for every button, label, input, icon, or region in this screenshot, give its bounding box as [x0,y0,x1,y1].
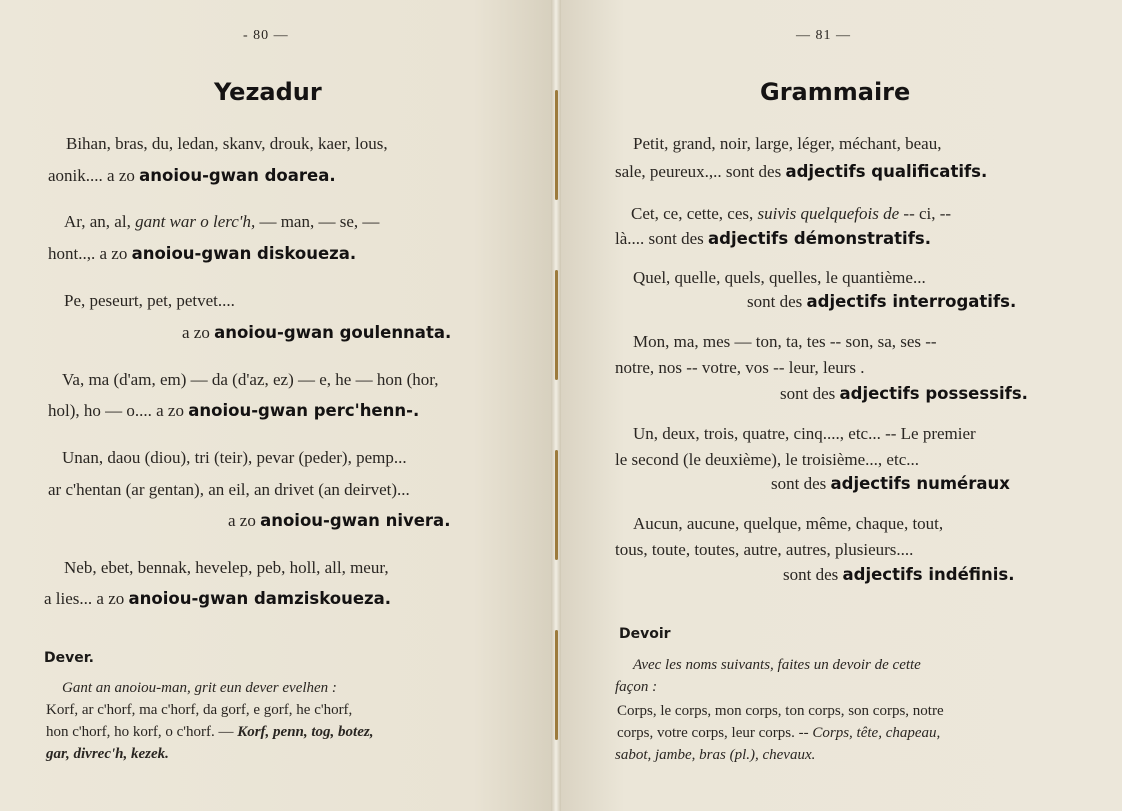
exercise-line: Corps, le corps, mon corps, ton corps, son corps, notre [617,703,944,719]
exercise-instruction: Gant an anoiou-man, grit eun dever evelhen : [62,680,337,696]
paragraph-line: Un, deux, trois, quatre, cinq...., etc... -- Le premier [633,424,976,443]
paragraph-line: Petit, grand, noir, large, léger, méchant, beau, [633,134,942,153]
paragraph-line: hont..,. a zo anoiou-gwan diskoueza. [48,244,357,263]
paragraph-line: sont des adjectifs indéfinis. [783,565,1015,584]
paragraph-line: tous, toute, toutes, autre, autres, plusieurs.... [615,540,914,559]
paragraph-line: là.... sont des adjectifs démonstratifs. [615,229,931,248]
paragraph-line: hol), ho — o.... a zo anoiou-gwan perc'henn-. [48,401,420,420]
paragraph-line: sale, peureux.,.. sont des adjectifs qualificatifs. [615,162,988,181]
exercise-line: gar, divrec'h, kezek. [46,746,169,762]
paragraph-line: le second (le deuxième), le troisième..., etc... [615,450,919,469]
paragraph-line: notre, nos -- votre, vos -- leur, leurs . [615,358,865,377]
binding-thread [555,450,558,560]
paragraph-line: Neb, ebet, bennak, hevelep, peb, holl, all, meur, [64,558,389,577]
page-title-left: Yezadur [214,78,322,106]
paragraph-line: sont des adjectifs numéraux [771,474,1010,493]
paragraph-line: Quel, quelle, quels, quelles, le quantième... [633,268,926,287]
paragraph-line: Bihan, bras, du, ledan, skanv, drouk, kaer, lous, [66,134,388,153]
paragraph-line: a zo anoiou-gwan nivera. [228,511,451,530]
page-title-right: Grammaire [760,78,911,106]
paragraph-line: aonik.... a zo anoiou-gwan doarea. [48,166,336,185]
exercise-line: Korf, ar c'horf, ma c'horf, da gorf, e gorf, he c'horf, [46,702,353,718]
paragraph-line: ar c'hentan (ar gentan), an eil, an drivet (an deirvet)... [48,480,410,499]
right-page [557,0,1122,811]
paragraph-line: sont des adjectifs possessifs. [780,384,1028,403]
paragraph-line: Ar, an, al, gant war o lerc'h, — man, — se, — [64,212,380,231]
binding-thread [555,630,558,740]
paragraph-line: a zo anoiou-gwan goulennata. [182,323,452,342]
paragraph-line: Mon, ma, mes — ton, ta, tes -- son, sa, ses -- [633,332,937,351]
exercise-heading-right: Devoir [619,626,671,642]
binding-thread [555,90,558,200]
exercise-line: sabot, jambe, bras (pl.), chevaux. [615,747,816,763]
paragraph-line: sont des adjectifs interrogatifs. [747,292,1017,311]
page-number-right: — 81 — [796,28,851,43]
exercise-line: hon c'horf, ho korf, o c'horf. — Korf, penn, tog, botez, [46,724,374,740]
exercise-instruction: façon : [615,679,658,695]
page-number-left: - 80 — [243,28,289,43]
paragraph-line: Aucun, aucune, quelque, même, chaque, tout, [633,514,944,533]
exercise-line: corps, votre corps, leur corps. -- Corps, tête, chapeau, [617,725,941,741]
paragraph-line: Pe, peseurt, pet, petvet.... [64,291,235,310]
exercise-heading-left: Dever. [44,650,94,666]
paragraph-line: Cet, ce, cette, ces, suivis quelquefois de -- ci, -- [631,204,952,223]
exercise-instruction: Avec les noms suivants, faites un devoir de cette [633,657,921,673]
paragraph-line: Va, ma (d'am, em) — da (d'az, ez) — e, he — hon (hor, [62,370,439,389]
paragraph-line: Unan, daou (diou), tri (teir), pevar (peder), pemp... [62,448,407,467]
paragraph-line: a lies... a zo anoiou-gwan damziskoueza. [44,589,392,608]
binding-thread [555,270,558,380]
left-page [0,0,557,811]
